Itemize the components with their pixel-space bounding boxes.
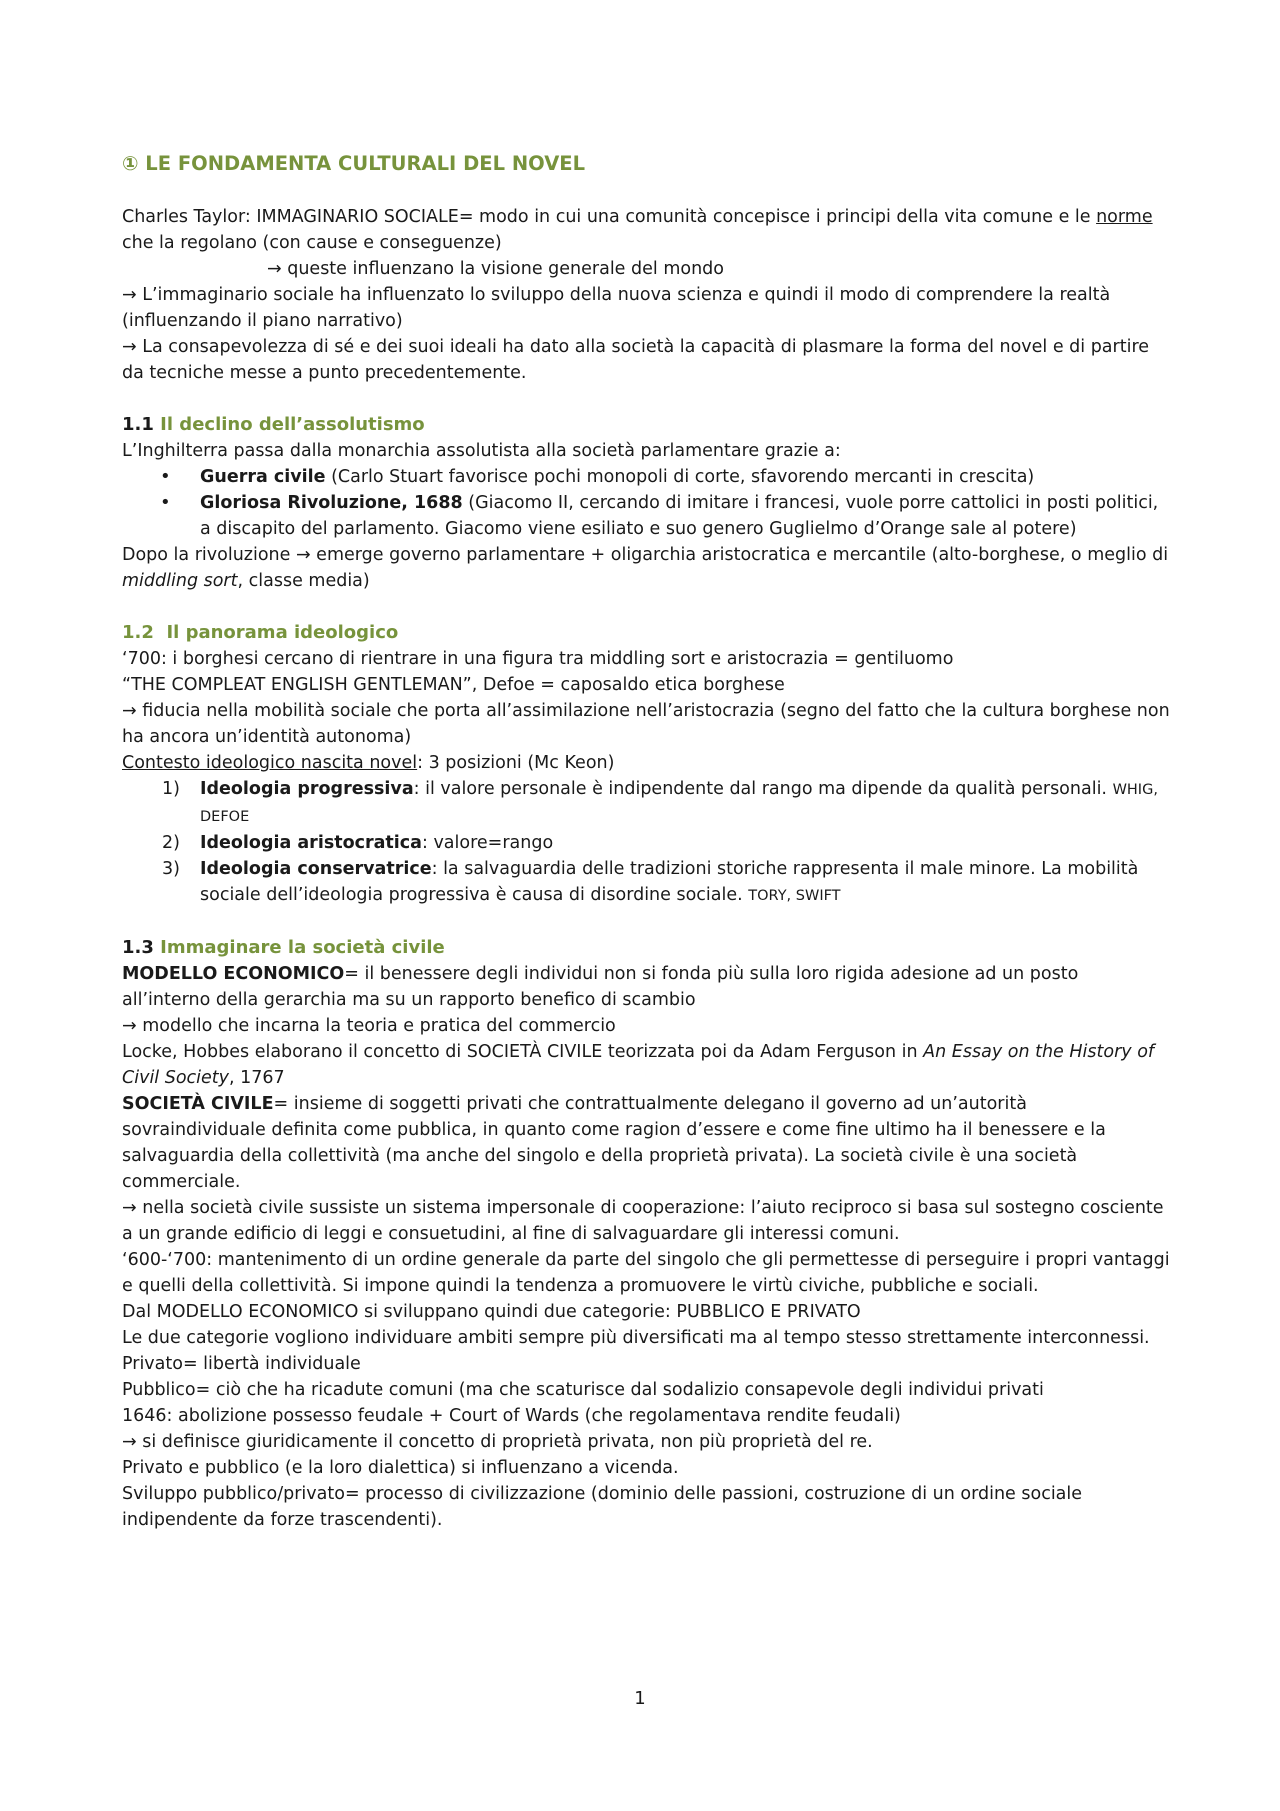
document-title: ① LE FONDAMENTA CULTURALI DEL NOVEL <box>122 152 586 175</box>
ideology-list <box>122 776 1172 909</box>
section-1-3-line-2: → modello che incarna la teoria e pratica del commercio <box>122 1016 616 1036</box>
societa-civile-def: SOCIETÀ CIVILE= insieme di soggetti privati che contrattualmente delegano il governo ad un’autorità sovraindividuale definita come pubblica, in quanto come ragion d’essere e come fine ultimo ha il benessere e la salvaguardia della collettività (ma anche del singolo e della proprietà privata). La società civile è una società commerciale. <box>122 1094 1106 1192</box>
list-item: 2) Ideologia aristocratica: valore=rango <box>162 833 554 853</box>
list-item: • Guerra civile (Carlo Stuart favorisce pochi monopoli di corte, sfavorendo mercanti in crescita) <box>122 464 1172 490</box>
intro-paragraph-4: → La consapevolezza di sé e dei suoi ideali ha dato alla società la capacità di plasmare la forma del novel e di partire da tecniche messe a punto precedentemente. <box>122 337 1150 383</box>
section-1-3-line-5: → nella società civile sussiste un sistema impersonale di cooperazione: l’aiuto reciproco si basa sul sostegno cosciente a un grande edificio di leggi e consuetudini, al fine di salvaguardare gli interessi comuni. <box>122 1198 1164 1244</box>
section-1-3-line-7: Dal MODELLO ECONOMICO si sviluppano quindi due categorie: PUBBLICO E PRIVATO <box>122 1302 861 1322</box>
section-1-3-line-11: 1646: abolizione possesso feudale + Court of Wards (che regolamentava rendite feudali) <box>122 1406 901 1426</box>
section-1-3-line-9: Privato= libertà individuale <box>122 1354 361 1374</box>
section-1-3-line-6: ‘600-‘700: mantenimento di un ordine generale da parte del singolo che gli permettesse di perseguire i propri vantaggi e quelli della collettività. Si impone quindi la tendenza a promuovere le virtù civiche, pubbliche e sociali. <box>122 1250 1170 1296</box>
page-number: 1 <box>634 1688 646 1709</box>
section-1-3-line-14: Sviluppo pubblico/privato= processo di civilizzazione (dominio delle passioni, costruzione di un ordine sociale indipendente da forze trascendenti). <box>122 1484 1083 1530</box>
section-1-3-heading: 1.3 Immaginare la società civile <box>122 937 445 958</box>
section-1-2-line-3: → fiducia nella mobilità sociale che porta all’assimilazione nell’aristocrazia (segno del fatto che la cultura borghese non ha ancora un’identità autonoma) <box>122 701 1170 747</box>
section-1-2-heading: 1.2 Il panorama ideologico <box>122 622 399 643</box>
modello-economico-def: MODELLO ECONOMICO= il benessere degli individui non si fonda più sulla loro rigida adesione ad un posto all’interno della gerarchia ma su un rapporto benefico di scambio <box>122 964 1079 1010</box>
intro-paragraph-3: → L’immaginario sociale ha influenzato lo sviluppo della nuova scienza e quindi il modo di comprendere la realtà (influenzando il piano narrativo) <box>122 285 1111 331</box>
norme-underlined: norme <box>1096 207 1153 227</box>
list-item: 1) Ideologia progressiva: il valore personale è indipendente dal rango ma dipende da qualità personali. WHIG, DEFOE <box>162 779 1158 825</box>
section-1-1-after: Dopo la rivoluzione → emerge governo parlamentare + oligarchia aristocratica e mercantile (alto-borghese, o meglio di middling sort, classe media) <box>122 545 1169 591</box>
section-1-1-bullets <box>122 464 1172 542</box>
list-item: 3) Ideologia conservatrice: la salvaguardia delle tradizioni storiche rappresenta il male minore. La mobilità sociale dell’ideologia progressiva è causa di disordine sociale. TORY, SWIFT <box>162 859 1139 905</box>
section-1-3-line-13: Privato e pubblico (e la loro dialettica) si influenzano a vicenda. <box>122 1458 679 1478</box>
intro-section <box>122 204 1172 1533</box>
section-1-3-line-10: Pubblico= ciò che ha ricadute comuni (ma che scaturisce dal sodalizio consapevole degli individui privati <box>122 1380 1044 1400</box>
intro-paragraph-2: → queste influenzano la visione generale del mondo <box>267 259 724 279</box>
section-1-1-heading: 1.1 Il declino dell’assolutismo <box>122 414 425 435</box>
section-1-2-line-4: Contesto ideologico nascita novel: 3 posizioni (Mc Keon) <box>122 753 615 773</box>
section-1-1-lead: L’Inghilterra passa dalla monarchia assolutista alla società parlamentare grazie a: <box>122 441 841 461</box>
section-1-2-line-2: “THE COMPLEAT ENGLISH GENTLEMAN”, Defoe = caposaldo etica borghese <box>122 675 785 695</box>
intro-paragraph-1: Charles Taylor: IMMAGINARIO SOCIALE= modo in cui una comunità concepisce i principi della vita comune e le norme che la regolano (con cause e conseguenze) <box>122 207 1153 253</box>
section-1-3-line-8: Le due categorie vogliono individuare ambiti sempre più diversificati ma al tempo stesso strettamente interconnessi. <box>122 1328 1150 1348</box>
section-1-3-line-12: → si definisce giuridicamente il concetto di proprietà privata, non più proprietà del re. <box>122 1432 873 1452</box>
section-1-2-line-1: ‘700: i borghesi cercano di rientrare in una figura tra middling sort e aristocrazia = gentiluomo <box>122 649 954 669</box>
list-item: • Gloriosa Rivoluzione, 1688 (Giacomo II, cercando di imitare i francesi, vuole porre cattolici in posti politici, a discapito del parlamento. Giacomo viene esiliato e suo genero Guglielmo d’Orange sale al potere) <box>122 490 1172 542</box>
section-1-3-line-3: Locke, Hobbes elaborano il concetto di SOCIETÀ CIVILE teorizzata poi da Adam Ferguson in An Essay on the History of Civil Society, 1767 <box>122 1042 1155 1088</box>
